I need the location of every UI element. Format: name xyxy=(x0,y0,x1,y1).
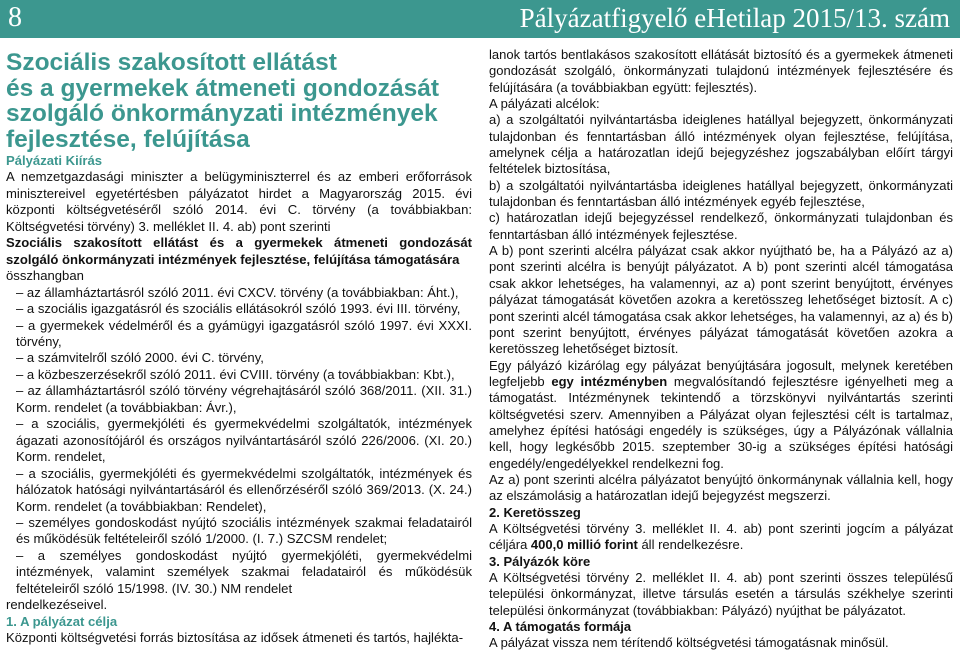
eligibility-paragraph xyxy=(489,358,953,472)
budget-post: áll rendelkezésre. xyxy=(637,537,744,553)
eligibility-bold: egy intézményben xyxy=(551,373,668,389)
section-2-text xyxy=(489,521,953,554)
running-title: Pályázatfigyelő eHetilap 2015/13. szám xyxy=(519,3,950,33)
alcel-conditions-paragraph: A b) pont szerinti alcélra pályázat csak akkor nyújtható be, ha a Pályázó az a) pont szerinti alcélra is benyújt pályázatot. A b) pont szerinti alcél támogatása csak akkor lehetséges, ha valamennyi, az a) pont szerint benyújtott, érvényes pályázat támogatását követően azokra a keretösszeg lehetőséget biztosít. A c) pont szerinti alcél támogatása csak akkor lehetséges, ha valamennyi, az a) és b) pont szerint benyújtott, érvényes pályázat támogatását követően azokra a keretösszeg lehetőséget biztosít. xyxy=(489,243,953,357)
continuation-paragraph: lanok tartós bentlakásos szakosított ellátását biztosító és a gyermekek átmeneti gondozását szolgáló, önkormányzati tulajdonú intézmények fejlesztésére és felújítására (a továbbiakban együtt: fejlesztés). xyxy=(489,47,953,95)
law-item: – a közbeszerzésekről szóló 2011. évi CVIII. törvény (a továbbiakban: Kbt.), xyxy=(6,367,472,383)
section-2-title: 2. Keretösszeg xyxy=(489,504,581,520)
law-item: – személyes gondoskodást nyújtó szociális intézmények szakmai feladatairól és működésük feltételeiről szóló 1/2000. (I. 7.) SZCSM rendelet; xyxy=(6,515,472,548)
alcel-c: c) határozatlan idejű bejegyzéssel rendelkező, önkormányzati tulajdonban és fenntartásban álló intézmények fejlesztése. xyxy=(489,210,953,242)
section-1-text: Központi költségvetési forrás biztosítása az idősek átmeneti és tartós, hajlékta- xyxy=(6,630,464,646)
osszhangban-text: összhangban xyxy=(6,268,84,284)
law-item: – a szociális, gyermekjóléti és gyermekvédelmi szolgáltatók, intézmények és hálózatok hatósági nyilvántartásáról és ellenőrzéséről szóló 369/2013. (X. 24.) Korm. rendelet (a továbbiakban: Rendelet), xyxy=(6,466,472,515)
section-1-title: 1. A pályázat célja xyxy=(6,613,118,629)
rendelkezesei-text: rendelkezéseivel. xyxy=(6,597,108,613)
law-item: – a személyes gondoskodást nyújtó gyermekjóléti, gyermekvédelmi intézmények, valamint személyek szakmai feladatairól és működésük feltételeiről szóló 15/1998. (IV. 30.) NM rendelet xyxy=(6,548,472,597)
law-item: – a számvitelről szóló 2000. évi C. törvény, xyxy=(6,350,472,366)
intro-paragraph: A nemzetgazdasági miniszter a belügyminiszterrel és az emberi erőforrások minisztereivel egyetértésben pályázatot hirdet a Magyarország 2015. évi központi költségvetéséről szóló 2014. évi C. törvény (a továbbiakban: Költségvetési törvény) 3. melléklet II. 4. ab) pont szerinti xyxy=(6,169,472,234)
law-item: – az államháztartásról szóló 2011. évi CXCV. törvény (a továbbiakban: Áht.), xyxy=(6,285,472,301)
section-4-text: A pályázat vissza nem térítendő költségvetési támogatásnak minősül. xyxy=(489,635,889,651)
page-header xyxy=(0,0,960,38)
alcelok-label: A pályázati alcélok: xyxy=(489,96,600,112)
budget-amount: 400,0 millió forint xyxy=(530,537,638,553)
section-3-title: 3. Pályázók köre xyxy=(489,553,591,569)
law-item: – a szociális igazgatásról és szociális ellátásokról szóló 1993. évi III. törvény, xyxy=(6,301,472,317)
title-line: és a gyermekek átmeneti gondozását xyxy=(6,74,440,102)
alcel-b: b) a szolgáltatói nyilvántartásba ideiglenes hatállyal bejegyzett, önkormányzati tulajdonban és fenntartásban álló intézmények egyéb fejlesztése, xyxy=(489,177,953,210)
alcel-a: a) a szolgáltatói nyilvántartásba ideiglenes hatállyal bejegyzett, önkormányzati tulajdonban és fenntartásban álló intézmények olyan fejlesztése, felújítása, amelynek célja a határozatlan idejű bejegyzéshez jogszabályban előírt tárgyi feltételek biztosítása, xyxy=(489,112,953,177)
right-column xyxy=(489,47,953,652)
left-column xyxy=(6,50,472,647)
law-item: – a gyermekek védelméről és a gyámügyi igazgatásról szóló 1997. évi XXXI. törvény, xyxy=(6,318,472,351)
budget-pre: A Költségvetési törvény 3. melléklet II. 4. ab) pont szerinti jogcím a pályázat céljára xyxy=(489,520,953,553)
section-4-title: 4. A támogatás formája xyxy=(489,619,632,635)
title-line: fejlesztése, felújítása xyxy=(6,125,250,153)
title-line: Szociális szakosított ellátást xyxy=(6,49,337,76)
commitment-paragraph: Az a) pont szerinti alcélra pályázatot benyújtó önkormánynak vállalnia kell, hogy az elszámolásig a határozatlan idejű bejegyzést megszerzi. xyxy=(489,471,953,504)
title-line: szolgáló önkormányzati intézmények xyxy=(6,100,438,127)
law-item: – a szociális, gyermekjóléti és gyermekvédelmi szolgáltatók, intézmények ágazati azonosítójáról és országos nyilvántartásáról szóló 226/2006. (XI. 20.) Korm. rendelet, xyxy=(6,416,472,465)
article-title xyxy=(6,50,472,152)
page-number: 8 xyxy=(8,2,22,33)
subject-bold: Szociális szakosított ellátást és a gyermekek átmeneti gondozását szolgáló önkormányzati intézmények fejlesztése, felújítása támogatására xyxy=(6,235,472,267)
section-3-text: A Költségvetési törvény 2. melléklet II. 4. ab) pont szerinti összes településű települési önkormányzat, illetve társulás esetén a társulás székhelye szerinti települési önkormányzat (továbbiakban: Pályázó) nyújthat be pályázatot. xyxy=(489,570,953,618)
eligibility-pre: Egy pályázó kizárólag egy pályázat benyújtására jogosult, melynek keretében legfeljebb xyxy=(489,357,953,389)
kiiras-label: Pályázati Kiírás xyxy=(6,153,103,168)
eligibility-post: megvalósítandó fejlesztésre igényelheti meg a támogatást. Intézménynek tekintendő a törzskönyvi nyilvántartás szerinti költségvetési szerv. Amennyiben a Pályázat olyan fejlesztési célt is tartalmaz, amelyhez építési hatósági engedély is szükséges, úgy a Pályázónak vállalnia kell, hogy legkésőbb 2015. szeptember 30-ig a szükséges építési hatósági engedély/engedélyekkel rendelkezni fog. xyxy=(489,373,954,471)
law-item: – az államháztartásról szóló törvény végrehajtásáról szóló 368/2011. (XII. 31.) Korm. rendelet (a továbbiakban: Ávr.), xyxy=(6,383,472,416)
